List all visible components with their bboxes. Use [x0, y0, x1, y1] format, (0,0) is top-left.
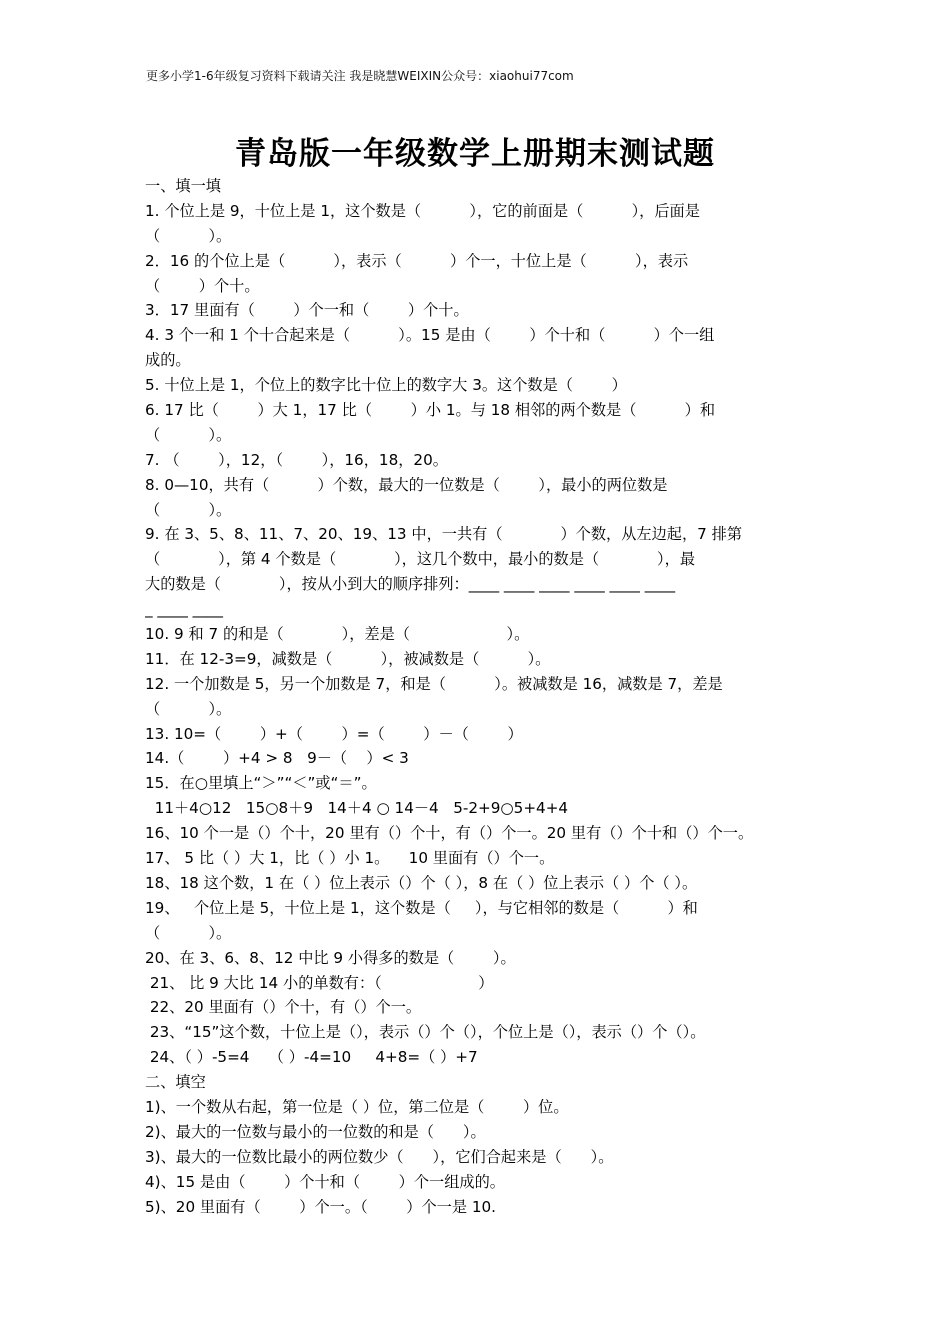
question-line: （ ）。 [145, 226, 232, 245]
question-line: 3．17 里面有（ ）个一和（ ）个十。 [145, 301, 469, 320]
question-line: 4)、15 是由（ ）个十和（ ）个一组成的。 [145, 1172, 505, 1191]
question-line: （ ），第 4 个数是（ ），这几个数中，最小的数是（ ），最 [145, 550, 696, 569]
question-line: 18、18 这个数，1 在（ ）位上表示（）个（ ），8 在（ ）位上表示（ ）个（ ）。 [145, 873, 698, 892]
question-line: 2．16 的个位上是（ ），表示（ ）个一，十位上是（ ），表示 [145, 251, 689, 270]
document-title: 青岛版一年级数学上册期末测试题 [235, 136, 715, 172]
question-line: 13. 10=（ ）+（ ）=（ ）－（ ） [145, 724, 523, 743]
question-line: （ ）。 [145, 923, 232, 942]
question-line: （ ）。 [145, 500, 232, 519]
question-line: 23、“15”这个数，十位上是（），表示（）个（），个位上是（），表示（）个（）。 [145, 1023, 706, 1042]
question-line: _ ____ ____ [145, 600, 223, 619]
question-line: 15．在○里填上“＞”“＜”或“＝”。 [145, 774, 377, 793]
section-heading: 一、填一填 [145, 177, 221, 195]
question-line: 12. 一个加数是 5，另一个加数是 7，和是（ ）。被减数是 16，减数是 7，差是 [145, 674, 723, 693]
header-note: 更多小学1-6年级复习资料下载请关注 我是晓慧WEIXIN公众号：xiaohui77com [146, 69, 574, 83]
question-line: 17、 5 比（ ）大 1，比（ ）小 1。 10 里面有（）个一。 [145, 849, 555, 868]
question-line: 11＋4○12 15○8＋9 14＋4 ○ 14－4 5-2+9○5+4+4 [145, 799, 569, 818]
question-line: 2)、最大的一位数与最小的一位数的和是（ ）。 [145, 1122, 486, 1141]
question-line: 1. 个位上是 9，十位上是 1，这个数是（ ），它的前面是（ ），后面是 [145, 201, 700, 220]
question-line: 成的。 [145, 351, 191, 370]
question-line: 大的数是（ ），按从小到大的顺序排列：____ ____ ____ ____ ____ ____ [145, 575, 676, 594]
question-line: 4. 3 个一和 1 个十合起来是（ ）。15 是由（ ）个十和（ ）个一组 [145, 326, 715, 345]
question-line: 7. （ ），12，（ ），16，18，20。 [145, 450, 448, 469]
question-line: （ ）个十。 [145, 276, 260, 295]
question-line: 24、（ ）-5=4 （ ）-4=10 4+8=（ ）+7 [145, 1048, 478, 1067]
question-line: 14.（ ）+4 > 8 9－（ ）< 3 [145, 749, 409, 768]
document-body [145, 174, 813, 1219]
question-line: （ ）。 [145, 699, 232, 718]
question-line: 22、20 里面有（）个十，有（）个一。 [145, 998, 422, 1017]
question-line: 8. 0—10，共有（ ）个数，最大的一位数是（ ），最小的两位数是 [145, 475, 668, 494]
question-line: 19、 个位上是 5，十位上是 1，这个数是（ ），与它相邻的数是（ ）和 [145, 898, 698, 917]
question-line: 6. 17 比（ ）大 1，17 比（ ）小 1。与 18 相邻的两个数是（ ）和 [145, 401, 716, 420]
question-line: 20、在 3、6、8、12 中比 9 小得多的数是（ ）。 [145, 948, 516, 967]
question-line: 16、10 个一是（）个十，20 里有（）个十，有（）个一。20 里有（）个十和（）个一。 [145, 824, 754, 843]
question-line: 11．在 12-3=9，减数是（ ），被减数是（ ）。 [145, 649, 551, 668]
question-line: （ ）。 [145, 425, 232, 444]
question-line: 9. 在 3、5、8、11、7、20、19、13 中，一共有（ ）个数，从左边起，7 排第 [145, 525, 743, 544]
question-line: 5. 十位上是 1，个位上的数字比十位上的数字大 3。这个数是（ ） [145, 376, 627, 395]
section-heading: 二、填空 [145, 1073, 206, 1092]
question-line: 10. 9 和 7 的和是（ ），差是（ ）。 [145, 625, 530, 644]
question-line: 1)、一个数从右起，第一位是（ ）位，第二位是（ ）位。 [145, 1097, 569, 1116]
question-line: 5)、20 里面有（ ）个一。（ ）个一是 10. [145, 1197, 496, 1216]
question-line: 21、 比 9 大比 14 小的单数有：（ ） [145, 973, 494, 992]
question-line: 3)、最大的一位数比最小的两位数少（ ），它们合起来是（ ）。 [145, 1147, 614, 1166]
